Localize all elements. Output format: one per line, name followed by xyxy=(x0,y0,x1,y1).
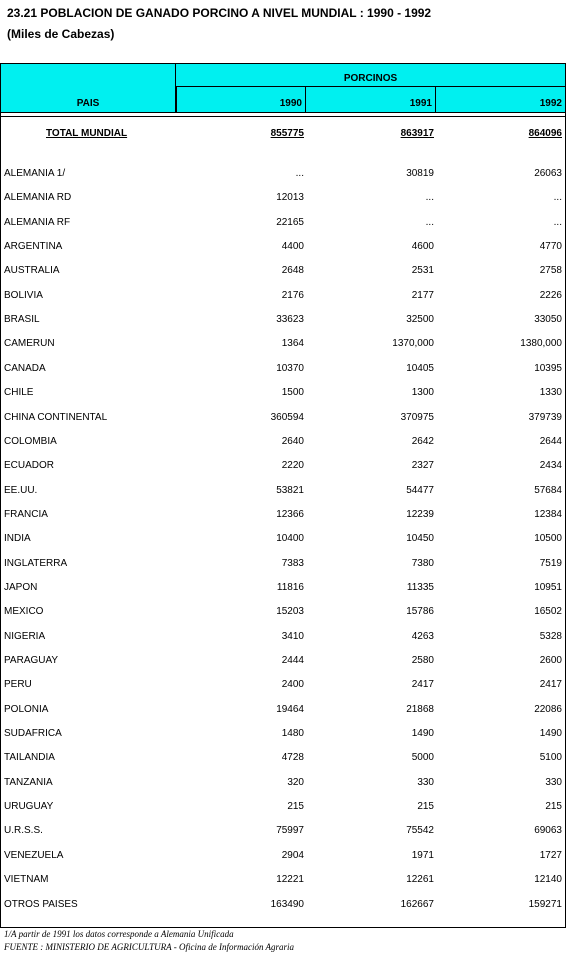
table-row xyxy=(0,290,566,308)
value-1991-cell: 215 xyxy=(417,801,434,812)
value-1990-cell: 22165 xyxy=(276,217,304,228)
value-1990-cell: 2220 xyxy=(281,460,304,471)
table-row xyxy=(0,314,566,332)
value-1992-cell: 16502 xyxy=(534,606,562,617)
country-cell: OTROS PAISES xyxy=(4,899,78,910)
value-1991-cell: 1300 xyxy=(411,387,434,398)
value-1991-cell: 2531 xyxy=(411,265,434,276)
value-1992-cell: 1330 xyxy=(539,387,562,398)
country-cell: MEXICO xyxy=(4,606,44,617)
value-1990-cell: 4400 xyxy=(281,241,304,252)
value-1990-cell: 2400 xyxy=(281,679,304,690)
page-subtitle: (Miles de Cabezas) xyxy=(7,27,115,41)
value-1991-cell: 15786 xyxy=(406,606,434,617)
country-cell: ALEMANIA 1/ xyxy=(4,168,66,179)
value-1990-cell: 2640 xyxy=(281,436,304,447)
table-row xyxy=(0,265,566,283)
value-1990-cell: 15203 xyxy=(276,606,304,617)
value-1992-cell: 10500 xyxy=(534,533,562,544)
value-1991-cell: 370975 xyxy=(400,412,434,423)
value-1992-cell: 1727 xyxy=(539,850,562,861)
value-1991-cell: 2580 xyxy=(411,655,434,666)
table-row xyxy=(0,825,566,843)
table-row xyxy=(0,631,566,649)
value-1990-cell: ... xyxy=(295,168,304,179)
value-1992-cell: 26063 xyxy=(534,168,562,179)
table-row xyxy=(0,558,566,576)
table-header xyxy=(0,63,566,113)
value-1992-cell: 12140 xyxy=(534,874,562,885)
value-1990-cell: 12013 xyxy=(276,192,304,203)
country-cell: POLONIA xyxy=(4,704,49,715)
table-row xyxy=(0,655,566,673)
value-1991-cell: 5000 xyxy=(411,752,434,763)
country-cell: ARGENTINA xyxy=(4,241,63,252)
source-note: FUENTE : MINISTERIO DE AGRICULTURA - Oficina de Información Agraria xyxy=(4,942,295,952)
value-1990-cell: 2176 xyxy=(281,290,304,301)
country-cell: CAMERUN xyxy=(4,338,55,349)
value-1992-cell: 2758 xyxy=(539,265,562,276)
table-row xyxy=(0,704,566,722)
table-row xyxy=(0,679,566,697)
value-1991-cell: 4263 xyxy=(411,631,434,642)
header-porcinos-label: PORCINOS xyxy=(176,63,566,87)
value-1991-cell: 12239 xyxy=(406,509,434,520)
value-1991-cell: 2177 xyxy=(411,290,434,301)
value-1992-cell: 69063 xyxy=(534,825,562,836)
value-1991-cell: 54477 xyxy=(406,485,434,496)
total-1990: 855775 xyxy=(270,128,304,139)
country-cell: ALEMANIA RF xyxy=(4,217,71,228)
total-row xyxy=(0,128,566,146)
table-row xyxy=(0,509,566,527)
table-row xyxy=(0,192,566,210)
table-row xyxy=(0,412,566,430)
total-1992: 864096 xyxy=(528,128,562,139)
table-bottom-rule xyxy=(0,927,566,928)
country-cell: COLOMBIA xyxy=(4,436,57,447)
value-1991-cell: 11335 xyxy=(406,582,434,593)
table-row xyxy=(0,338,566,356)
value-1990-cell: 19464 xyxy=(276,704,304,715)
value-1992-cell: 5100 xyxy=(539,752,562,763)
value-1990-cell: 33623 xyxy=(276,314,304,325)
country-cell: ALEMANIA RD xyxy=(4,192,72,203)
value-1990-cell: 2444 xyxy=(281,655,304,666)
value-1992-cell: 7519 xyxy=(539,558,562,569)
footnote-alemania: 1/A partir de 1991 los datos corresponde a Alemania Unificada xyxy=(4,929,234,939)
value-1990-cell: 11816 xyxy=(276,582,304,593)
value-1991-cell: 2417 xyxy=(411,679,434,690)
value-1992-cell: 12384 xyxy=(534,509,562,520)
value-1990-cell: 215 xyxy=(287,801,304,812)
value-1992-cell: 2417 xyxy=(539,679,562,690)
value-1992-cell: ... xyxy=(553,217,562,228)
value-1991-cell: 2642 xyxy=(411,436,434,447)
value-1992-cell: ... xyxy=(553,192,562,203)
country-cell: EE.UU. xyxy=(4,485,38,496)
value-1990-cell: 163490 xyxy=(270,899,304,910)
value-1992-cell: 2644 xyxy=(539,436,562,447)
value-1991-cell: 12261 xyxy=(406,874,434,885)
header-year-1992: 1992 xyxy=(436,87,566,113)
value-1990-cell: 4728 xyxy=(281,752,304,763)
value-1990-cell: 2904 xyxy=(281,850,304,861)
value-1992-cell: 159271 xyxy=(528,899,562,910)
value-1990-cell: 53821 xyxy=(276,485,304,496)
country-cell: PERU xyxy=(4,679,32,690)
value-1992-cell: 2434 xyxy=(539,460,562,471)
value-1992-cell: 4770 xyxy=(539,241,562,252)
value-1990-cell: 1500 xyxy=(281,387,304,398)
value-1991-cell: 4600 xyxy=(411,241,434,252)
value-1992-cell: 5328 xyxy=(539,631,562,642)
value-1991-cell: 7380 xyxy=(411,558,434,569)
table-row xyxy=(0,728,566,746)
value-1991-cell: 1490 xyxy=(411,728,434,739)
value-1992-cell: 2600 xyxy=(539,655,562,666)
value-1990-cell: 320 xyxy=(287,777,304,788)
table-row xyxy=(0,363,566,381)
value-1990-cell: 360594 xyxy=(270,412,304,423)
value-1991-cell: 330 xyxy=(417,777,434,788)
country-cell: U.R.S.S. xyxy=(4,825,43,836)
country-cell: AUSTRALIA xyxy=(4,265,60,276)
value-1990-cell: 7383 xyxy=(281,558,304,569)
table-row xyxy=(0,533,566,551)
country-cell: URUGUAY xyxy=(4,801,54,812)
value-1992-cell: 10951 xyxy=(534,582,562,593)
country-cell: CHILE xyxy=(4,387,34,398)
country-cell: BOLIVIA xyxy=(4,290,43,301)
table-row xyxy=(0,874,566,892)
table-row xyxy=(0,850,566,868)
value-1990-cell: 1480 xyxy=(281,728,304,739)
value-1991-cell: 162667 xyxy=(400,899,434,910)
value-1990-cell: 10400 xyxy=(276,533,304,544)
value-1992-cell: 33050 xyxy=(534,314,562,325)
value-1990-cell: 2648 xyxy=(281,265,304,276)
table-row xyxy=(0,582,566,600)
country-cell: NIGERIA xyxy=(4,631,46,642)
country-cell: TAILANDIA xyxy=(4,752,55,763)
value-1992-cell: 10395 xyxy=(534,363,562,374)
value-1990-cell: 12221 xyxy=(276,874,304,885)
country-cell: CHINA CONTINENTAL xyxy=(4,412,108,423)
table-row xyxy=(0,460,566,478)
value-1992-cell: 57684 xyxy=(534,485,562,496)
header-year-1990: 1990 xyxy=(176,87,306,113)
country-cell: ECUADOR xyxy=(4,460,55,471)
country-cell: VENEZUELA xyxy=(4,850,64,861)
table-row xyxy=(0,752,566,770)
table-row xyxy=(0,899,566,917)
value-1992-cell: 2226 xyxy=(539,290,562,301)
total-label: TOTAL MUNDIAL xyxy=(46,128,128,139)
table-row xyxy=(0,217,566,235)
country-cell: PARAGUAY xyxy=(4,655,59,666)
table-row xyxy=(0,777,566,795)
value-1991-cell: 10450 xyxy=(406,533,434,544)
table-row xyxy=(0,241,566,259)
value-1991-cell: 30819 xyxy=(406,168,434,179)
header-year-1991: 1991 xyxy=(306,87,436,113)
header-pais-label: PAIS xyxy=(76,98,100,109)
value-1990-cell: 12366 xyxy=(276,509,304,520)
value-1992-cell: 379739 xyxy=(528,412,562,423)
country-cell: VIETNAM xyxy=(4,874,49,885)
country-cell: SUDAFRICA xyxy=(4,728,62,739)
country-cell: JAPON xyxy=(4,582,38,593)
value-1991-cell: ... xyxy=(425,192,434,203)
header-pais-cell xyxy=(0,63,176,113)
value-1991-cell: 75542 xyxy=(406,825,434,836)
value-1990-cell: 1364 xyxy=(281,338,304,349)
country-cell: CANADA xyxy=(4,363,46,374)
table-row xyxy=(0,387,566,405)
table-row xyxy=(0,485,566,503)
table-row xyxy=(0,168,566,186)
table-row xyxy=(0,606,566,624)
table-row xyxy=(0,436,566,454)
value-1991-cell: 1370,000 xyxy=(392,338,434,349)
value-1991-cell: 10405 xyxy=(406,363,434,374)
value-1991-cell: 2327 xyxy=(411,460,434,471)
value-1990-cell: 10370 xyxy=(276,363,304,374)
table-row xyxy=(0,801,566,819)
total-1991: 863917 xyxy=(400,128,434,139)
country-cell: TANZANIA xyxy=(4,777,53,788)
value-1992-cell: 22086 xyxy=(534,704,562,715)
value-1991-cell: ... xyxy=(425,217,434,228)
value-1991-cell: 21868 xyxy=(406,704,434,715)
value-1990-cell: 75997 xyxy=(276,825,304,836)
country-cell: FRANCIA xyxy=(4,509,48,520)
value-1990-cell: 3410 xyxy=(281,631,304,642)
country-cell: BRASIL xyxy=(4,314,40,325)
country-cell: INDIA xyxy=(4,533,31,544)
value-1992-cell: 330 xyxy=(545,777,562,788)
value-1992-cell: 1490 xyxy=(539,728,562,739)
page-title: 23.21 POBLACION DE GANADO PORCINO A NIVEL MUNDIAL : 1990 - 1992 xyxy=(7,6,432,20)
table-top-rule xyxy=(0,116,566,117)
value-1991-cell: 32500 xyxy=(406,314,434,325)
value-1992-cell: 215 xyxy=(545,801,562,812)
country-cell: INGLATERRA xyxy=(4,558,68,569)
value-1991-cell: 1971 xyxy=(411,850,434,861)
value-1992-cell: 1380,000 xyxy=(520,338,562,349)
